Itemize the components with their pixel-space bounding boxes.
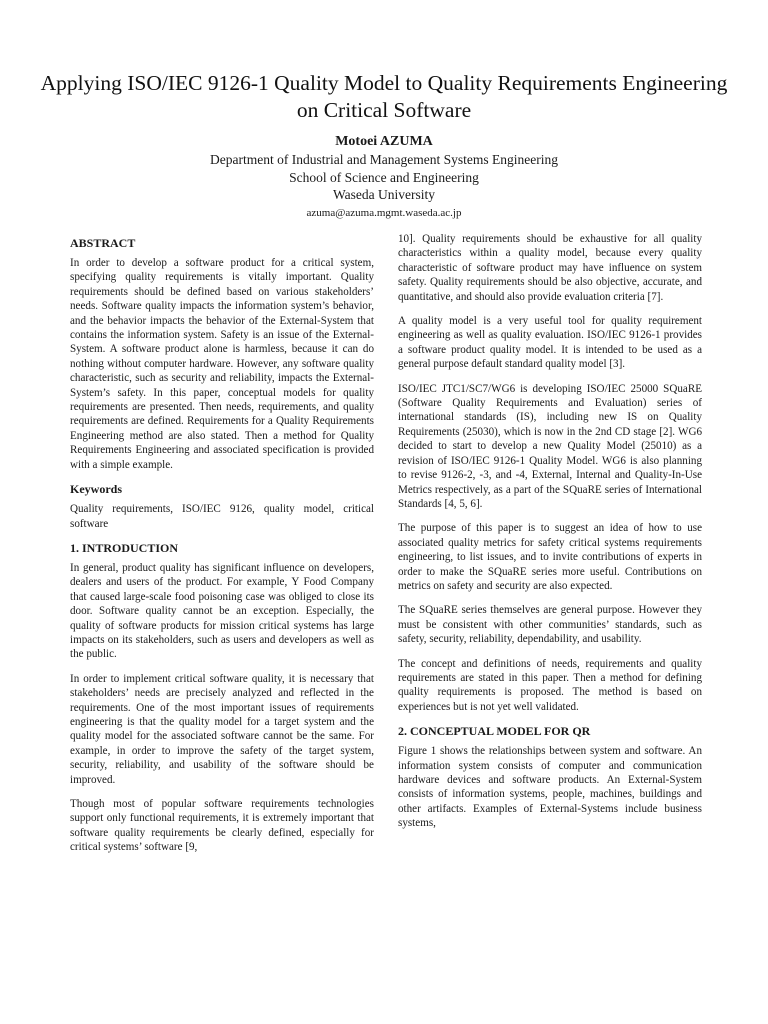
author-email[interactable]: azuma@azuma.mgmt.waseda.ac.jp (306, 206, 462, 219)
author-block (40, 133, 728, 221)
introduction-heading: 1. INTRODUCTION (70, 540, 179, 555)
paper-title: Applying ISO/IEC 9126-1 Quality Model to Quality Requirements Engineering on Critical Software (40, 71, 728, 122)
conceptual-model-heading: 2. CONCEPTUAL MODEL FOR QR (398, 724, 591, 739)
keywords-text: Quality requirements, ISO/IEC 9126, quality model, critical software (70, 503, 374, 530)
intro-paragraph-3: Though most of popular software requirements technologies support only functional requirements, it is extremely important that software quality requirements be clearly defined, especially for critical systems’ software [9, (70, 798, 374, 854)
right-paragraph-4: The purpose of this paper is to suggest an idea of how to use associated quality metrics for safety critical systems requirements engineering, to list issues, and to invite contributions of experts in order to make the SQuaRE series more useful. Contributions on metrics on safety and security are also expected. (398, 522, 702, 592)
right-paragraph-5: The SQuaRE series themselves are general purpose. However they must be consistent with other communities’ standards, such as safety, security, reliability, dependability, and usability. (398, 604, 702, 646)
left-column (70, 236, 374, 865)
author-department: Department of Industrial and Management Systems Engineering (210, 152, 558, 167)
intro-paragraph-1: In general, product quality has significant influence on developers, dealers and users of the product. For example, Y Food Company that caused large-scale food poisoning case was obliged to close its door. Software quality cannot be an exception. Especially, the quality of software products for mission critical systems has large impacts on its stakeholders, such as users and developers as well as the public. (70, 561, 374, 661)
right-paragraph-6: The concept and definitions of needs, requirements and quality requirements are stated in this paper. Then a method for defining quality requirements is proposed. The method is based on experiences but is not yet well validated. (398, 657, 702, 713)
author-university: Waseda University (332, 187, 435, 202)
keywords-heading: Keywords (70, 482, 122, 497)
right-paragraph-3: ISO/IEC JTC1/SC7/WG6 is developing ISO/IEC 25000 SQuaRE (Software Quality Requirements and Evaluation) series of international standards (IS), including new IS on Quality Requirements (25030), which is now in the 2nd CD stage [2]. WG6 decided to start to develop a new Quality Model (25010) as a revision of ISO/IEC 9126-1 Quality Model. WG6 is also planning to revise 9126-2, -3, and -4, External, Internal and Quality-In-Use Metrics respectively, as a part of the SQuaRE series of International Standards [4, 5, 6]. (398, 382, 702, 510)
right-column (398, 232, 702, 841)
abstract-heading: ABSTRACT (70, 236, 136, 250)
right-paragraph-7: Figure 1 shows the relationships between system and software. An information system consists of computer and communication hardware devices and software products. An External-System consists of information systems, people, machines, buildings and other artifacts. Examples of External-Systems include business systems, (398, 745, 702, 830)
author-name: Motoei AZUMA (335, 134, 433, 149)
abstract-text: In order to develop a software product for a critical system, specifying quality requirements is vitally important. Quality requirements should be defined based on various stakeholders’ needs. Software quality impacts the information system’s behavior, and the behavior impacts the behavior of the External-System that contains the information system. Safety is an issue of the External-System. A software product alone is harmless, because it can do nothing without computer hardware. However, any software quality characteristic, such as security and reliability, impacts the External-System’s safety. In this paper, conceptual models for quality requirements are presented. Then needs, requirements, and quality requirements are defined. Requirements for a Quality Requirements Engineering method are also stated. Then a method for Quality Requirements Engineering and associated specification is provided with a simple example. (70, 257, 374, 471)
right-paragraph-1: 10]. Quality requirements should be exhaustive for all quality characteristics within a quality model, because every quality characteristic of software product may have influence on system safety. Quality requirements should be also objective, accurate, and quantitative, and should also provide evaluation criteria [7]. (398, 233, 702, 303)
right-paragraph-2: A quality model is a very useful tool for quality requirement engineering as well as quality evaluation. ISO/IEC 9126-1 provides a software product quality model. It is intended to be used as a general purpose default standard quality model [3]. (398, 315, 702, 371)
intro-paragraph-2: In order to implement critical software quality, it is necessary that stakeholders’ needs are precisely analyzed and reflected in the requirements. One of the most important issues of requirements engineering is that the quality model for a target system and the quality model for the associated software cannot be the same. For example, in order to improve the safety of the target system, security, reliability, and usability of the software should be improved. (70, 672, 374, 786)
author-school: School of Science and Engineering (289, 169, 479, 185)
